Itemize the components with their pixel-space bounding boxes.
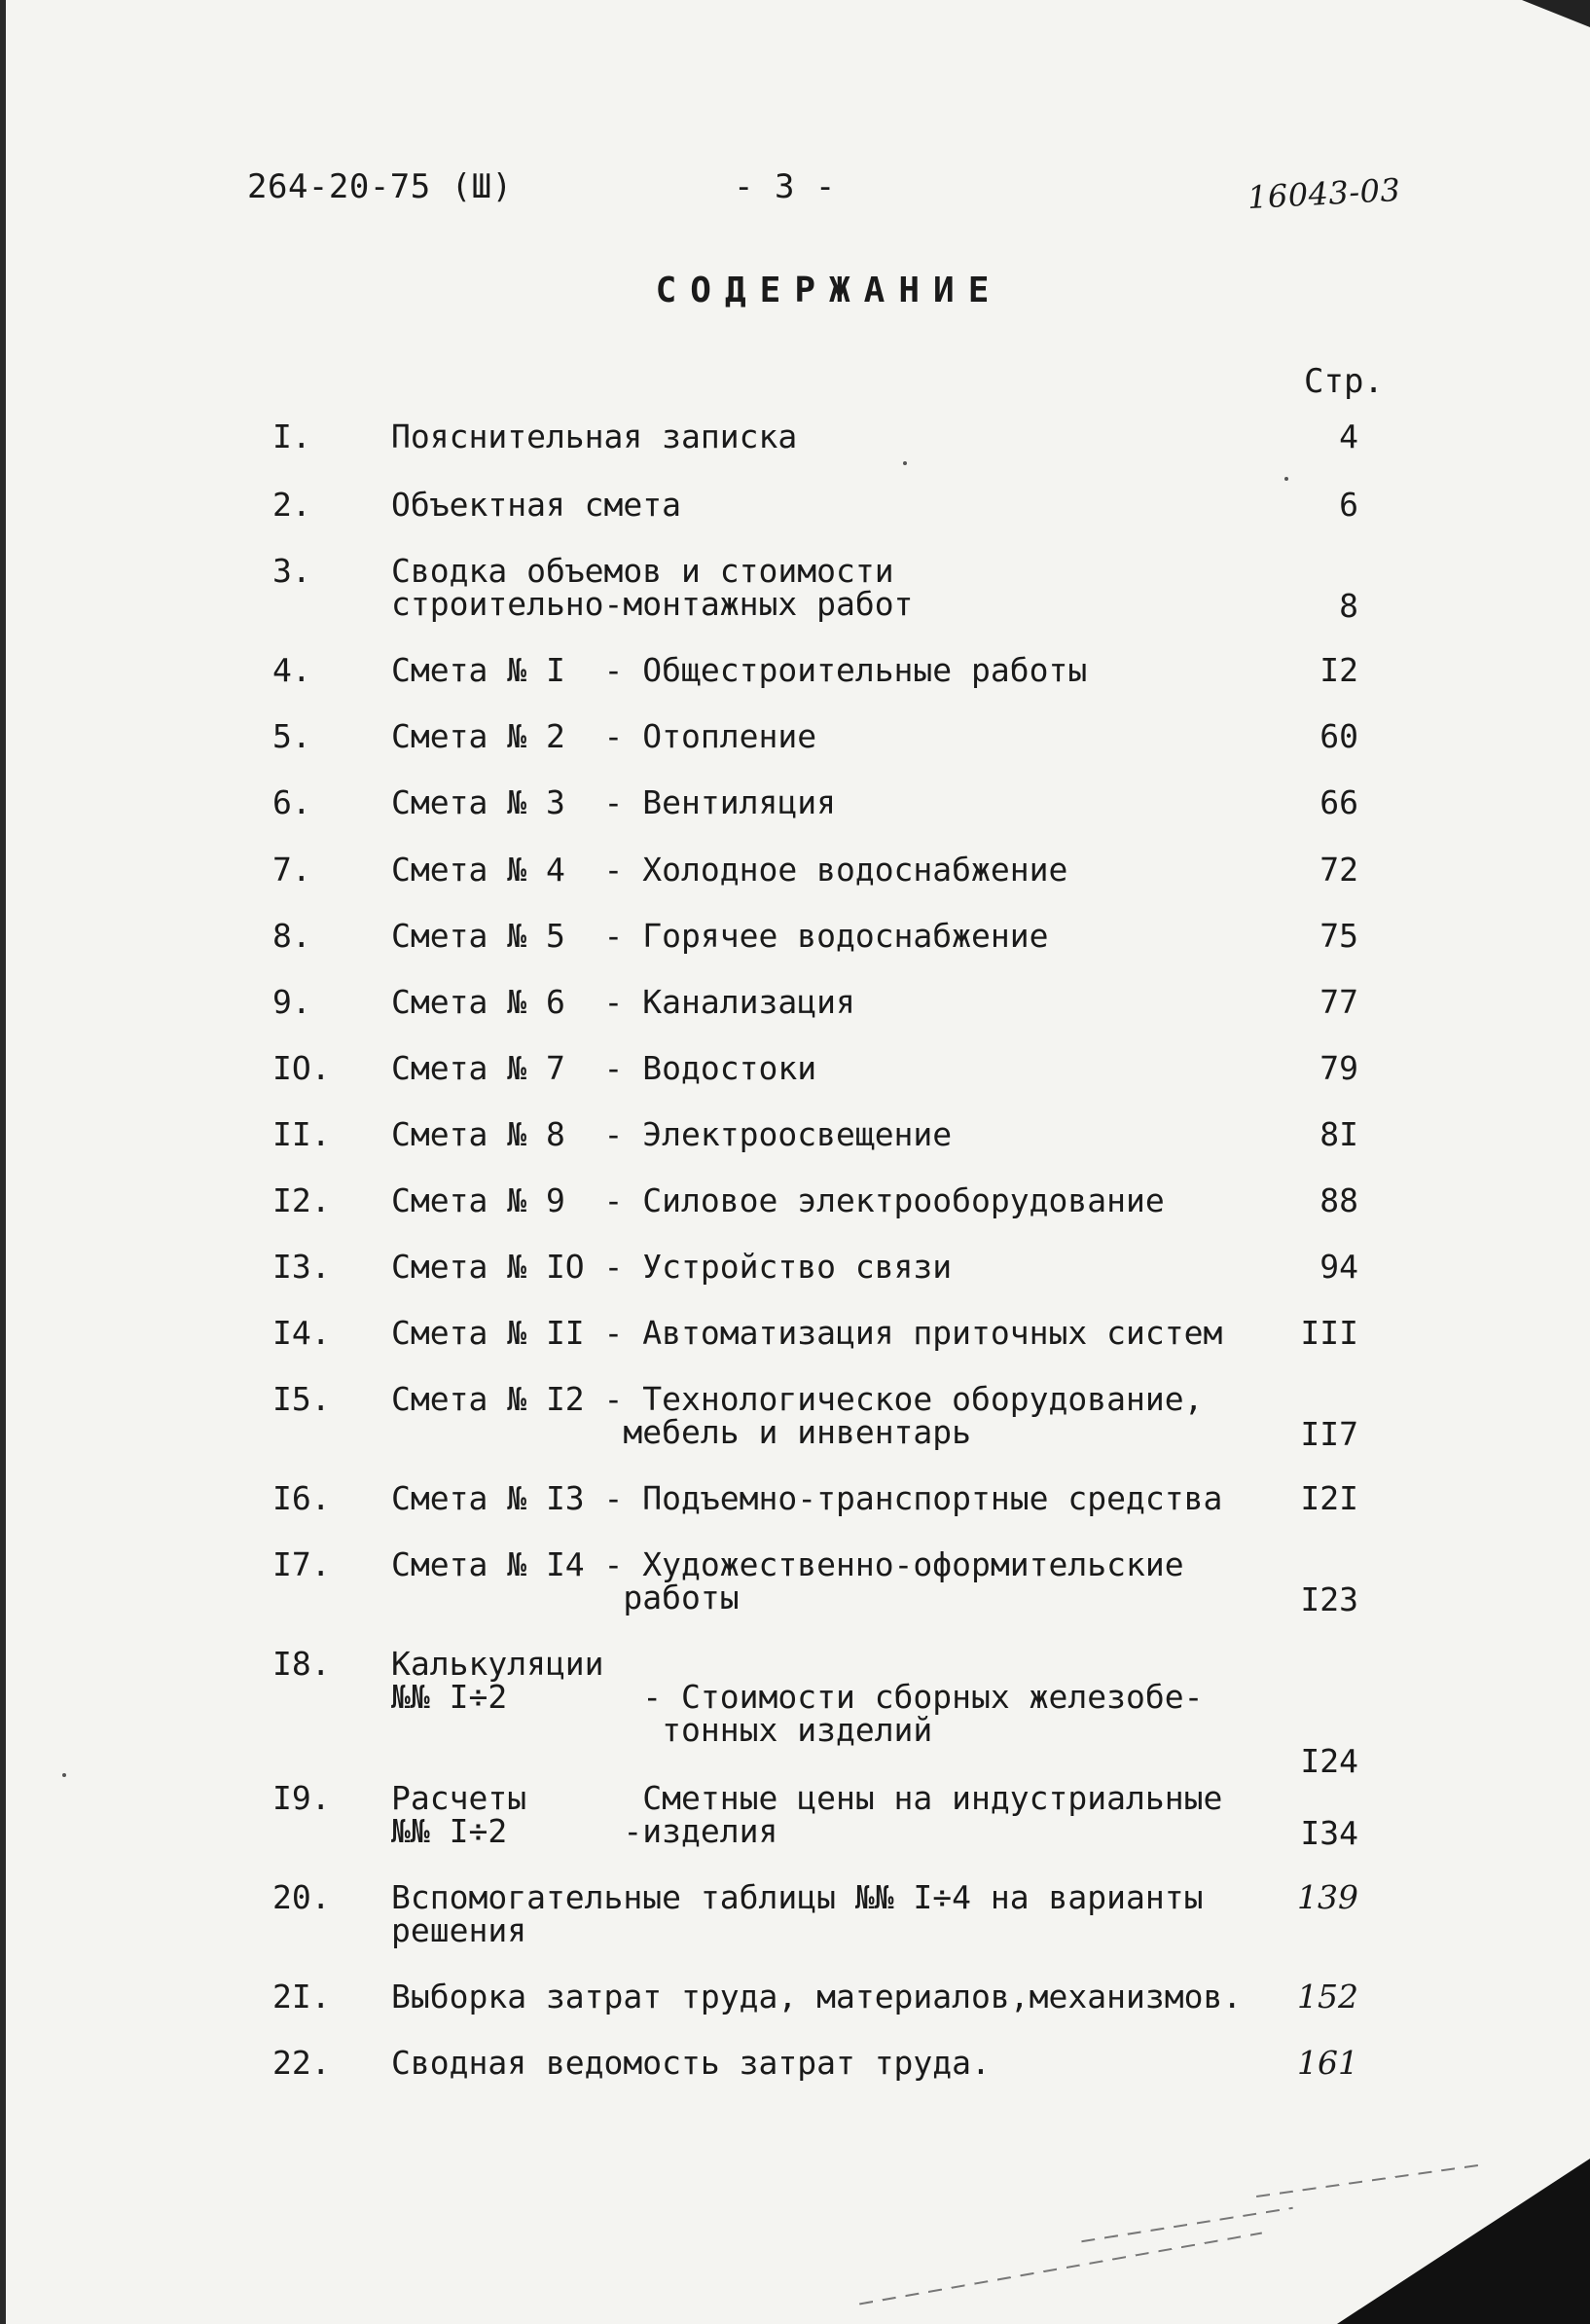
page-number: - 3 -	[734, 167, 836, 206]
scan-corner-top	[1522, 0, 1590, 27]
page-column-header: Стр.	[1304, 362, 1384, 401]
toc-entry-number: 5.	[272, 717, 311, 755]
toc-entry-title: Смета № II - Автоматизация приточных систем	[391, 1314, 1223, 1352]
toc-entry-page: 79	[1319, 1049, 1358, 1087]
toc-entry-page: 152	[1297, 1978, 1358, 2015]
toc-entry-number: I4.	[272, 1314, 331, 1352]
toc-entry-number: 7.	[272, 851, 311, 889]
toc-entry-title: Смета № 4 - Холодное водоснабжение	[391, 851, 1068, 889]
toc-entry-title: Смета № 9 - Силовое электрооборудование	[391, 1181, 1165, 1219]
toc-entry-page: I23	[1300, 1580, 1358, 1618]
toc-entry-title: Смета № 3 - Вентиляция	[391, 783, 836, 821]
toc-entry-title: Смета № I - Общестроительные работы	[391, 651, 1088, 689]
toc-entry-page: 75	[1319, 917, 1358, 955]
toc-entry-title: Смета № 7 - Водостоки	[391, 1049, 817, 1087]
toc-entry-number: 20.	[272, 1878, 331, 1916]
toc-entry-number: 8.	[272, 917, 311, 955]
toc-entry-number: IO.	[272, 1049, 331, 1087]
toc-entry-page: I24	[1300, 1742, 1358, 1780]
toc-entry-number: I8.	[272, 1645, 331, 1683]
toc-entry-page: 8I	[1319, 1115, 1358, 1153]
toc-entry-page: 60	[1319, 717, 1358, 755]
toc-entry-page: 8	[1339, 587, 1358, 625]
toc-entry-number: I7.	[272, 1545, 331, 1583]
toc-entry-number: I5.	[272, 1380, 331, 1418]
toc-entry-number: I2.	[272, 1181, 331, 1219]
toc-entry-number: I6.	[272, 1479, 331, 1517]
toc-entry-page: I34	[1300, 1814, 1358, 1852]
toc-entry-title: Калькуляции №№ I÷2 - Стоимости сборных железобе- тонных изделий	[391, 1645, 1204, 1749]
toc-entry-page: 72	[1319, 851, 1358, 889]
toc-entry-title: Смета № 5 - Горячее водоснабжение	[391, 917, 1049, 955]
toc-entry-page: 77	[1319, 983, 1358, 1021]
toc-entry-title: Сводка объемов и стоимости строительно-монтажных работ	[391, 552, 914, 623]
toc-entry-number: 2I.	[272, 1978, 331, 2015]
toc-entry-page: 139	[1297, 1878, 1358, 1916]
handwritten-code: 16043-03	[1247, 170, 1402, 217]
toc-entry-number: 3.	[272, 552, 311, 590]
toc-entry-title: Смета № I2 - Технологическое оборудование, мебель и инвентарь	[391, 1380, 1204, 1451]
toc-entry-page: I2I	[1300, 1479, 1358, 1517]
toc-entry-number: 4.	[272, 651, 311, 689]
toc-entry-title: Смета № I4 - Художественно-оформительские работы	[391, 1545, 1184, 1616]
toc-entry-title: Расчеты Сметные цены на индустриальные №№ I÷2 -изделия	[391, 1779, 1223, 1850]
page-title: СОДЕРЖАНИЕ	[655, 271, 1003, 310]
toc-entry-number: I3.	[272, 1248, 331, 1286]
toc-entry-page: 66	[1319, 783, 1358, 821]
toc-entry-page: I2	[1319, 651, 1358, 689]
scan-corner-bottom	[1337, 2159, 1590, 2324]
toc-entry-title: Смета № 6 - Канализация	[391, 983, 855, 1021]
document-code: 264-20-75 (Ш)	[247, 167, 513, 206]
scan-edge	[0, 0, 6, 2324]
toc-entry-page: III	[1300, 1314, 1358, 1352]
toc-entry-title: Сводная ведомость затрат труда.	[391, 2044, 991, 2082]
scan-speck	[62, 1773, 66, 1777]
toc-entry-page: 4	[1339, 418, 1358, 455]
toc-entry-page: II7	[1300, 1415, 1358, 1453]
scan-speck	[903, 461, 907, 465]
toc-entry-title: Пояснительная записка	[391, 418, 798, 455]
toc-entry-number: 9.	[272, 983, 311, 1021]
toc-entry-page: 6	[1339, 486, 1358, 524]
toc-entry-page: 88	[1319, 1181, 1358, 1219]
toc-entry-title: Смета № 8 - Электроосвещение	[391, 1115, 953, 1153]
toc-entry-number: 6.	[272, 783, 311, 821]
toc-entry-number: I.	[272, 418, 311, 455]
toc-entry-number: II.	[272, 1115, 331, 1153]
scan-mark	[1081, 2207, 1293, 2242]
toc-entry-page: 161	[1297, 2044, 1358, 2082]
toc-entry-number: 2.	[272, 486, 311, 524]
scan-mark	[859, 2233, 1262, 2306]
scan-speck	[1284, 477, 1288, 481]
toc-entry-page: 94	[1319, 1248, 1358, 1286]
toc-entry-title: Выборка затрат труда, материалов,механизмов.	[391, 1978, 1243, 2015]
toc-entry-title: Смета № I3 - Подъемно-транспортные средства	[391, 1479, 1223, 1517]
toc-entry-title: Объектная смета	[391, 486, 682, 524]
toc-entry-title: Смета № 2 - Отопление	[391, 717, 817, 755]
toc-entry-number: I9.	[272, 1779, 331, 1817]
toc-entry-title: Вспомогательные таблицы №№ I÷4 на варианты решения	[391, 1878, 1204, 1949]
toc-entry-title: Смета № IO - Устройство связи	[391, 1248, 953, 1286]
toc-entry-number: 22.	[272, 2044, 331, 2082]
